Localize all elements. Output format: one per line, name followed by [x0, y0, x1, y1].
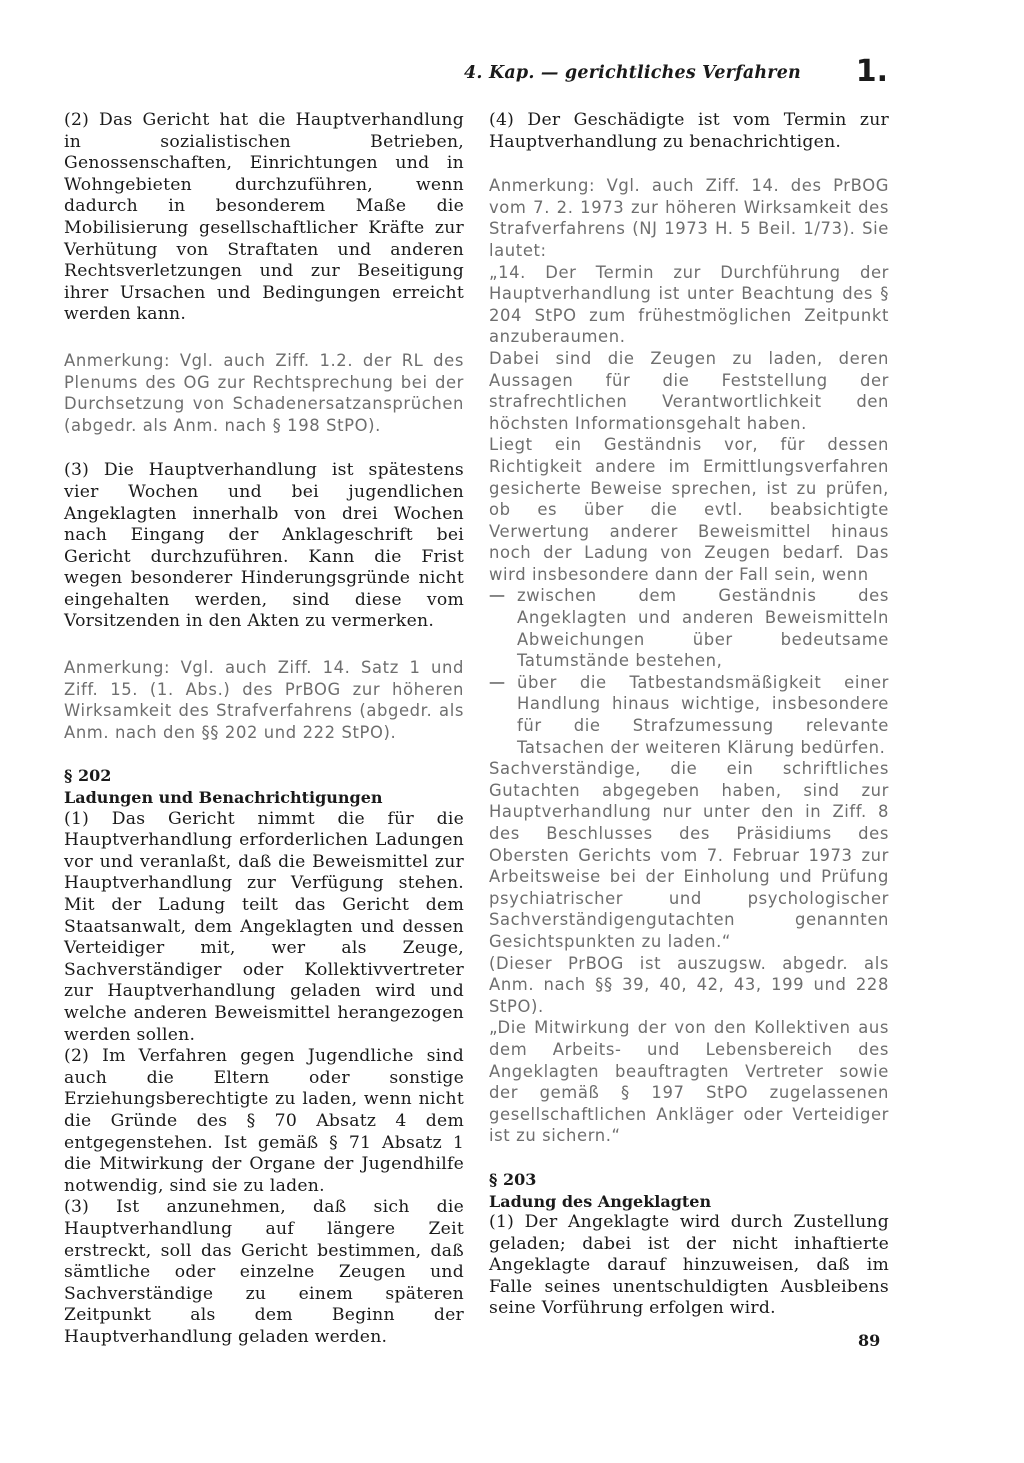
note-quote-text: (Dieser PrBOG ist auszugsw. abgedr. als Anm. nach §§ 39, 40, 42, 43, 199 und 228 StPO). [489, 953, 889, 1016]
section-title: Ladungen und Benachrichtigungen [64, 788, 383, 808]
paragraph-201-3 [64, 460, 464, 633]
paragraph-text: (4) Der Geschädigte ist vom Termin zur Hauptverhandlung zu benachrichtigen. [489, 110, 889, 152]
note-dash-item [489, 585, 889, 671]
note-dash-item [489, 672, 889, 758]
note-quote-text: Dabei sind die Zeugen zu laden, deren Aussagen für die Feststellung der strafrechtlichen Verantwortlichkeit den höchsten Informationsgehalt haben. [489, 348, 889, 433]
note-text: Anmerkung: Vgl. auch Ziff. 1.2. der RL des Plenums des OG zur Rechtsprechung bei der Durchsetzung von Schadenersatzansprüchen (abgedr. als Anm. nach § 198 StPO). [64, 350, 464, 435]
note-ziff-1-2 [64, 350, 464, 436]
paragraph-text: (3) Die Hauptverhandlung ist spätestens vier Wochen und bei jugendlichen Angeklagten innerhalb von drei Wochen nach Eingang der Anklageschrift bei Gericht durchzuführen. Kann die Frist wegen besonderer Hinderungsgründe nicht eingehalten werden, sind diese vom Vorsitzenden in den Akten zu vermerken. [64, 460, 464, 632]
note-quote-text: „Die Mitwirkung der von den Kollektiven aus dem Arbeits- und Lebensbereich des Angeklagten beauftragten Vertreter sowie der gemäß § 197 StPO zugelassenen gesellschaftlichen Ankläger oder Verteidiger ist zu sichern.“ [489, 1018, 889, 1146]
section-202-subsection-3: (3) Ist anzunehmen, daß sich die Hauptverhandlung auf längere Zeit erstreckt, soll das Gericht bestimmen, daß sämtliche oder einzelne Zeugen und Sachverständige zu einem späteren Zeitpunkt als dem Beginn der Hauptverhandlung geladen werden. [64, 1197, 464, 1347]
note-quote-text: Sachverständige, die ein schriftliches Gutachten abgegeben haben, sind zur Hauptverhandlung nur unter den in Ziff. 8 des Beschlusses des Präsidiums des Obersten Gerichts vom 7. Februar 1973 zur Arbeitsweise bei der Einholung und Prüfung psychiatrischer und psychologischer Sachverständigengutachten genannten Gesichtspunkten zu laden.“ [489, 759, 889, 951]
section-203-subsection-1: (1) Der Angeklagte wird durch Zustellung geladen; dabei ist der nicht inhaftierte Angeklagte darauf hinzuweisen, daß im Falle seines unentschuldigten Ausbleibens seine Vorführung erfolgen wird. [489, 1212, 889, 1319]
chapter-number: 1. [855, 54, 888, 89]
note-intro: Anmerkung: Vgl. auch Ziff. 14. des PrBOG vom 7. 2. 1973 zur höheren Wirksamkeit des Strafverfahrens (NJ 1973 H. 5 Beil. 1/73). Sie lautet: [489, 176, 889, 260]
note-text: Anmerkung: Vgl. auch Ziff. 14. Satz 1 und Ziff. 15. (1. Abs.) des PrBOG zur höheren Wirksamkeit des Strafverfahrens (abgedr. als Anm. nach den §§ 202 und 222 StPO). [64, 658, 464, 742]
right-column [489, 110, 889, 1342]
section-202-subsection-4 [489, 110, 889, 153]
paragraph-201-2 [64, 110, 464, 326]
running-header-title: 4. Kap. — gerichtliches Verfahren [464, 63, 801, 83]
dash-marker: — [489, 671, 505, 691]
section-203 [489, 1169, 889, 1320]
section-202-subsection-2: (2) Im Verfahren gegen Jugendliche sind auch die Eltern oder sonstige Erziehungsberechtigte zu laden, wenn nicht die Gründe des § 70 Absatz 4 dem entgegenstehen. Ist gemäß § 71 Absatz 1 die Mitwirkung der Organe der Jugendhilfe notwendig, sind sie zu laden. [64, 1046, 464, 1196]
paragraph-text: (2) Das Gericht hat die Hauptverhandlung in sozialistischen Betrieben, Genossenschaften, Einrichtungen und in Wohngebieten durchzuführen, wenn dadurch in besonderem Maße die Mobilisierung gesellschaftlicher Kräfte zur Verhütung von Straftaten und anderen Rechtsverletzungen und zur Beseitigung ihrer Ursachen und Bedingungen erreicht werden kann. [64, 110, 464, 325]
dash-item-text: über die Tatbestandsmäßigkeit einer Handlung hinaus wichtige, insbesondere für die Strafzumessung relevante Tatsachen der weiteren Klärung bedürfen. [517, 672, 889, 757]
section-number: § 202 [64, 766, 112, 786]
dash-item-text: zwischen dem Geständnis des Angeklagten und anderen Beweismitteln Abweichungen über bedeutsame Tatumstände bestehen, [517, 586, 889, 671]
section-202 [64, 765, 464, 1348]
note-ziff-14-15 [64, 657, 464, 743]
running-header [464, 54, 894, 92]
note-quote-text: Liegt ein Geständnis vor, für dessen Richtigkeit andere im Ermittlungsverfahren gesicherte Beweise sprechen, ist zu prüfen, ob es über die evtl. beabsichtigte Verwertung anderer Beweismittel hinaus noch der Ladung von Zeugen bedarf. Das wird insbesondere dann der Fall sein, wenn [489, 435, 889, 584]
section-number: § 203 [489, 1169, 537, 1189]
dash-marker: — [489, 585, 505, 605]
note-quote-text: „14. Der Termin zur Durchführung der Hauptverhandlung ist unter Beachtung des § 204 StPO zum frühestmöglichen Zeitpunkt anzuberaumen. [489, 262, 889, 347]
left-column [64, 110, 464, 1370]
section-202-subsection-1: (1) Das Gericht nimmt die für die Hauptverhandlung erforderlichen Ladungen vor und veranlaßt, daß die Beweismittel zur Hauptverhandlung zur Verfügung stehen. Mit der Ladung teilt das Gericht dem Staatsanwalt, dem Angeklagten und dessen Verteidiger mit, wer als Zeuge, Sachverständiger oder Kollektivvertreter zur Hauptverhandlung geladen wird und welche anderen Beweismittel herangezogen werden sollen. [64, 808, 464, 1045]
page-number: 89 [858, 1331, 881, 1350]
section-title: Ladung des Angeklagten [489, 1191, 712, 1211]
note-ziff-14-prbog [489, 175, 889, 1147]
